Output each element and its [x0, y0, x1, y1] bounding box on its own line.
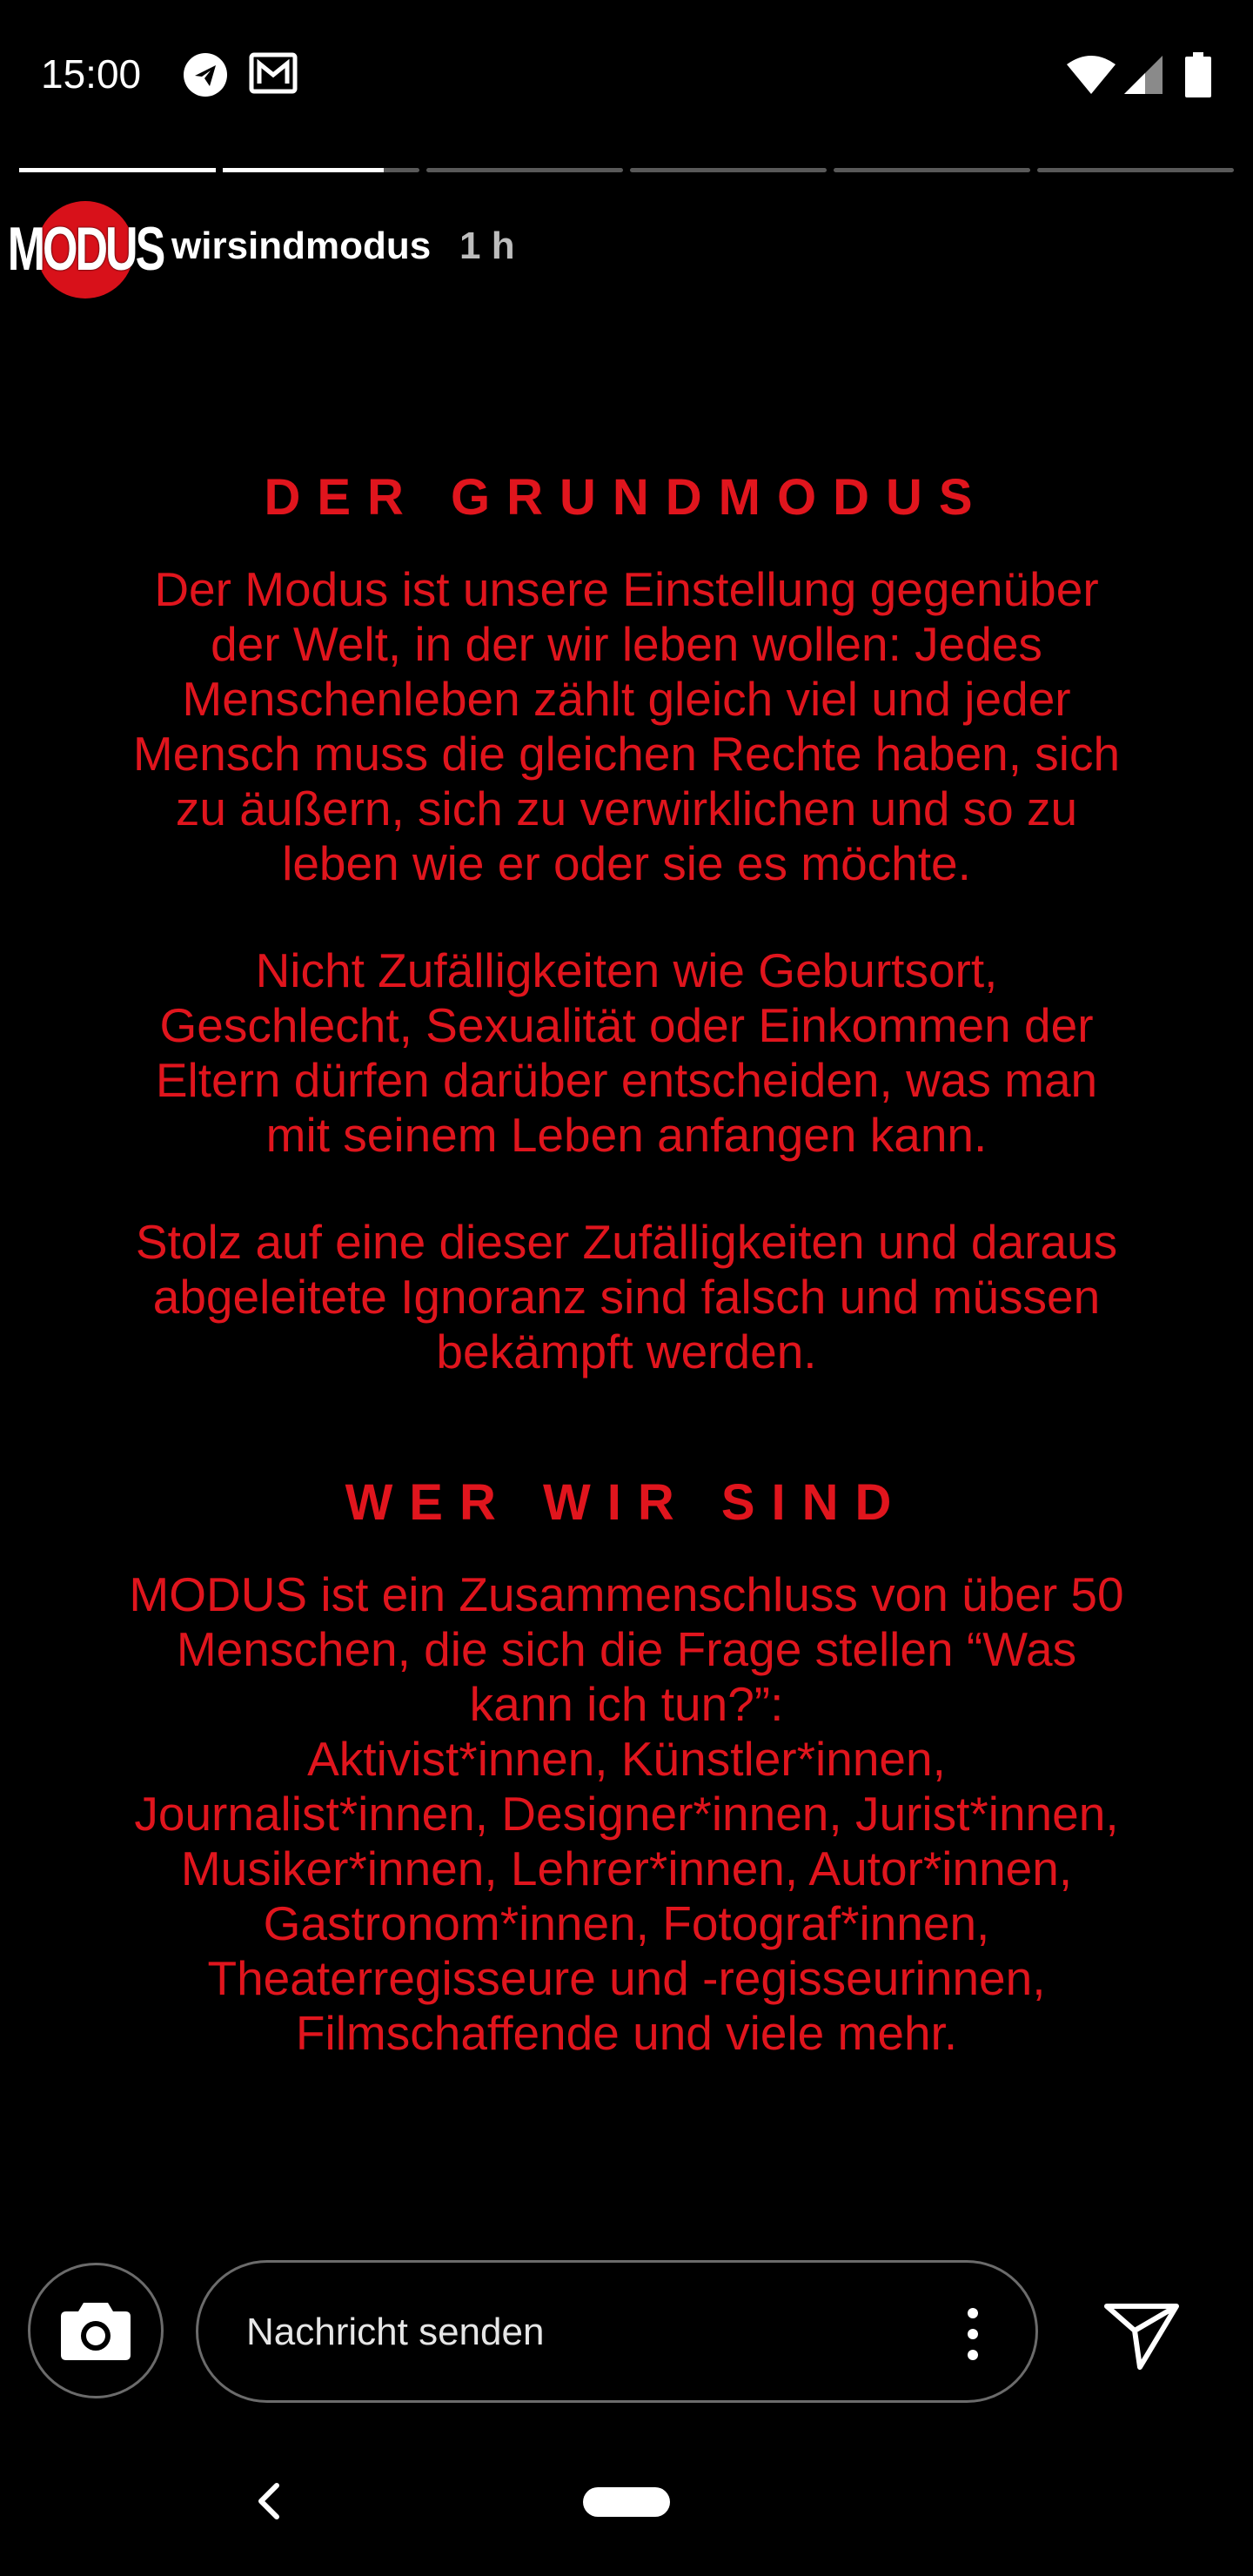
- paragraph-stolz: [26, 1215, 1227, 1379]
- wifi-icon: [1066, 56, 1116, 96]
- send-icon[interactable]: [1098, 2289, 1185, 2376]
- paragraph-modus: [26, 562, 1227, 891]
- text-line: Mensch muss die gleichen Rechte haben, sich: [132, 727, 1121, 781]
- progress-segment: [834, 168, 1030, 172]
- text-line: mit seinem Leben anfangen kann.: [265, 1108, 988, 1162]
- progress-segment: [630, 168, 827, 172]
- camera-icon: [59, 2299, 132, 2362]
- text-line: Stolz auf eine dieser Zufälligkeiten und daraus: [135, 1215, 1118, 1269]
- avatar[interactable]: [7, 201, 164, 299]
- text-line: kann ich tun?”:: [469, 1677, 784, 1731]
- username[interactable]: wirsindmodus: [171, 225, 432, 267]
- paragraph-zufaelligkeiten: [26, 943, 1227, 1163]
- text-line: Theaterregisseure und -regisseurinnen,: [207, 1951, 1046, 2005]
- heading-grundmodus: DER GRUNDMODUS: [264, 469, 989, 526]
- text-line: Gastronom*innen, Fotograf*innen,: [263, 1896, 990, 1950]
- story-content: [0, 453, 1253, 2061]
- battery-icon: [1185, 52, 1211, 97]
- text-line: Der Modus ist unsere Einstellung gegenüber: [154, 562, 1099, 616]
- text-line: Nicht Zufälligkeiten wie Geburtsort,: [255, 943, 998, 997]
- time-ago: 1 h: [459, 225, 515, 267]
- progress-fill: [223, 168, 384, 172]
- text-line: leben wie er oder sie es möchte.: [282, 836, 971, 890]
- status-time: 15:00: [41, 51, 142, 97]
- back-icon[interactable]: [252, 2480, 287, 2522]
- camera-button[interactable]: [28, 2263, 164, 2398]
- avatar-logo: MODUS: [7, 215, 164, 285]
- paragraph-wer-wir-sind: [26, 1567, 1227, 2061]
- story-progress: [19, 168, 1234, 173]
- more-vertical-icon[interactable]: [964, 2306, 982, 2362]
- message-placeholder: Nachricht senden: [246, 2311, 545, 2353]
- text-line: Journalist*innen, Designer*innen, Jurist*innen,: [134, 1787, 1119, 1841]
- text-line: zu äußern, sich zu verwirklichen und so zu: [175, 782, 1078, 835]
- text-line: der Welt, in der wir leben wollen: Jedes: [211, 617, 1042, 671]
- text-line: abgeleitete Ignoranz sind falsch und müssen: [152, 1270, 1101, 1324]
- progress-fill: [19, 168, 216, 172]
- text-line: Eltern dürfen darüber entscheiden, was man: [155, 1053, 1098, 1107]
- text-line: Menschenleben zählt gleich viel und jeder: [182, 672, 1071, 726]
- text-line: Filmschaffende und viele mehr.: [295, 2006, 958, 2060]
- mail-icon: [249, 52, 298, 94]
- text-line: Aktivist*innen, Künstler*innen,: [307, 1732, 946, 1786]
- progress-segment: [426, 168, 623, 172]
- progress-segment: [223, 168, 419, 172]
- progress-segment: [19, 168, 216, 172]
- signal-icon: [1124, 56, 1163, 94]
- progress-segment: [1037, 168, 1234, 172]
- message-input[interactable]: [196, 2260, 1038, 2403]
- text-line: bekämpft werden.: [436, 1325, 817, 1379]
- text-line: MODUS ist ein Zusammenschluss von über 50: [129, 1567, 1124, 1621]
- heading-wer-wir-sind: WER WIR SIND: [345, 1474, 908, 1531]
- text-line: Musiker*innen, Lehrer*innen, Autor*innen,: [180, 1841, 1073, 1895]
- text-line: Menschen, die sich die Frage stellen “Was: [176, 1622, 1077, 1676]
- telegram-icon: [183, 52, 228, 97]
- text-line: Geschlecht, Sexualität oder Einkommen der: [159, 998, 1094, 1052]
- status-bar: [0, 0, 1253, 157]
- home-pill[interactable]: [583, 2487, 670, 2517]
